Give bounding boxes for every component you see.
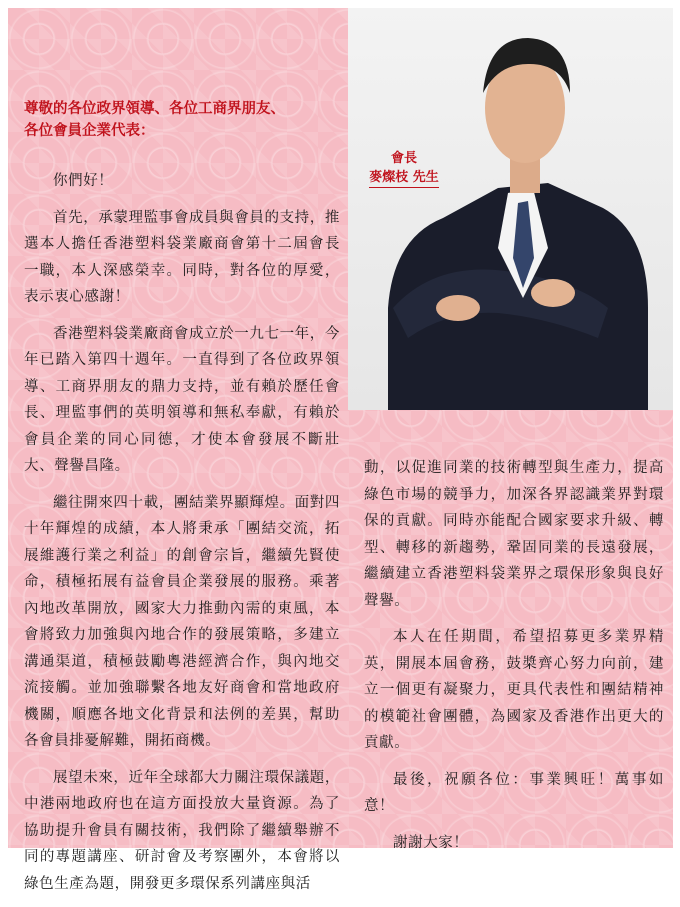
chairman-photo: [348, 8, 673, 410]
caption-title: 會長: [390, 151, 417, 166]
paragraph: 首先，承蒙理監事會成員與會員的支持，推選本人擔任香港塑料袋業廠商會第十二屆會長一職，本人深感榮幸。同時，對各位的厚愛，表示衷心感謝！: [24, 209, 340, 305]
paragraph: 展望未來，近年全球都大力關注環保議題，中港兩地政府也在這方面投放大量資源。為了協助提升會員有關技術，我們除了繼續舉辦不同的專題講座、研討會及考察團外，本會將以綠色生產為題，開發更多環保系列講座與活: [24, 769, 340, 892]
letter-page: [8, 8, 673, 892]
chairman-portrait-illustration: [348, 8, 673, 410]
paragraph: 你們好！: [53, 173, 114, 189]
caption-name: 麥燦枝 先生: [369, 168, 439, 188]
paragraph: 本人在任期間，希望招募更多業界精英，開展本屆會務，鼓槳齊心努力向前，建立一個更有凝聚力，更具代表性和團結精神的模範社會團體，為國家及香港作出更大的貢獻。: [364, 629, 664, 751]
greeting-line-1: 尊敬的各位政界領導、各位工商界朋友、: [24, 101, 285, 117]
paragraph: 繼往開來四十載，團結業界顯輝煌。面對四十年輝煌的成績，本人將秉承「團結交流，拓展維護行業之利益」的創會宗旨，繼續先賢使命，積極拓展有益會員企業發展的服務。乘著內地改革開放，國家大力推動內需的東風，本會將致力加強與內地合作的發展策略，多建立溝通渠道，積極鼓勵粵港經濟合作，與內地交流接觸。並加強聯繫各地友好商會和當地政府機關，順應各地文化背景和法例的差異，幫助各會員排憂解難，開拓商機。: [24, 494, 340, 749]
greeting-heading: [24, 98, 324, 142]
paragraph: 香港塑料袋業廠商會成立於一九七一年，今年已踏入第四十週年。一直得到了各位政界領導、工商界朋友的鼎力支持，並有賴於歷任會長、理監事們的英明領導和無私奉獻，有賴於會員企業的同心同德，才使本會發展不斷壯大、聲譽昌隆。: [24, 325, 340, 474]
paragraph: 動，以促進同業的技術轉型與生產力，提高綠色市場的競爭力，加深各界認識業界對環保的貢獻。同時亦能配合國家要求升級、轉型、轉移的新趨勢，鞏固同業的長遠發展，繼續建立香港塑料袋業界之環保形象與良好聲譽。: [364, 460, 664, 609]
left-text-column: [24, 168, 340, 907]
right-text-column: [364, 455, 664, 866]
paragraph: 最後，祝願各位：事業興旺！萬事如意！: [364, 771, 664, 814]
paragraph: 謝謝大家！: [393, 834, 469, 851]
greeting-line-2: 各位會員企業代表：: [24, 123, 155, 139]
photo-caption: [358, 149, 450, 188]
